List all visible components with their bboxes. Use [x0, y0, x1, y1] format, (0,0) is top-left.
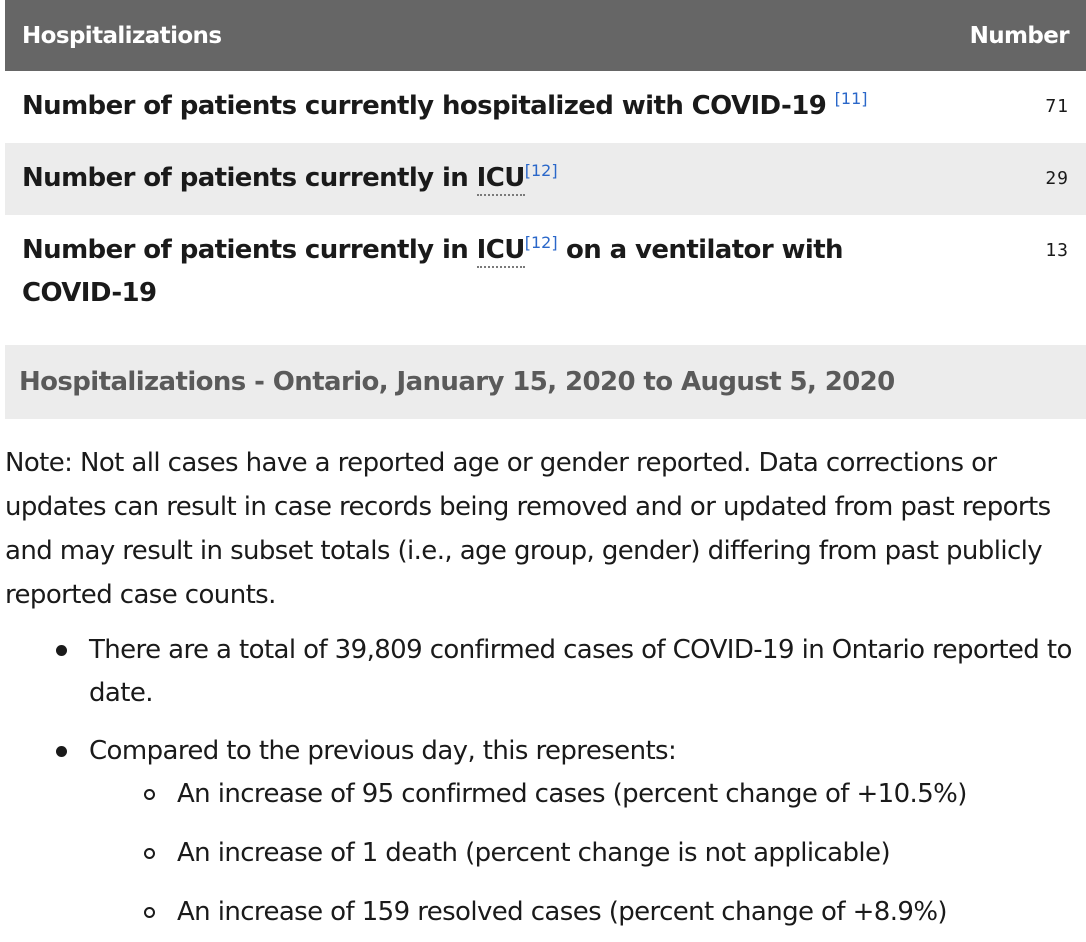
- header-number: Number: [969, 22, 1069, 49]
- row-label: [22, 85, 937, 128]
- data-note: Note: Not all cases have a reported age or gender reported. Data corrections or updates can result in case records being removed and or updated from past reports and may result in subset totals (i.e., age group, gender) differing from past publicly reported case counts.: [5, 448, 1051, 610]
- summary-list: [0, 629, 1086, 942]
- reference-link[interactable]: [11]: [834, 89, 868, 108]
- circle-bullet-icon: [144, 848, 155, 859]
- sub-list-item-text: An increase of 95 confirmed cases (percent change of +10.5%): [177, 779, 967, 809]
- row-label-text: on a ventilator with COVID-19: [22, 235, 843, 308]
- reference-link[interactable]: [12]: [524, 233, 558, 252]
- bullet-icon: [56, 746, 67, 757]
- row-value: 13: [1045, 240, 1069, 261]
- table-caption: Hospitalizations - Ontario, January 15, 2020 to August 5, 2020: [5, 345, 1086, 419]
- table-row: [5, 215, 1086, 331]
- change-sublist: [89, 773, 1082, 934]
- row-label: [22, 157, 937, 200]
- header-hospitalizations: Hospitalizations: [22, 22, 222, 49]
- list-item: [0, 629, 1086, 715]
- sub-list-item-text: An increase of 1 death (percent change is not applicable): [177, 838, 890, 868]
- row-value: 29: [1045, 168, 1069, 189]
- sub-list-item-text: An increase of 159 resolved cases (percent change of +8.9%): [177, 897, 947, 927]
- icu-abbreviation[interactable]: ICU: [477, 163, 525, 196]
- row-label-text: Number of patients currently hospitalized with COVID-19: [22, 91, 835, 121]
- list-item-text: There are a total of 39,809 confirmed cases of COVID-19 in Ontario reported to date.: [89, 635, 1072, 708]
- list-item: [0, 730, 1086, 934]
- row-label: [22, 229, 937, 315]
- sub-list-item: [89, 773, 1082, 816]
- table-header: [5, 0, 1086, 71]
- circle-bullet-icon: [144, 789, 155, 800]
- sub-list-item: [89, 891, 1082, 934]
- table-row: [5, 143, 1086, 215]
- bullet-icon: [56, 645, 67, 656]
- list-item-text: Compared to the previous day, this represents:: [89, 736, 677, 766]
- circle-bullet-icon: [144, 907, 155, 918]
- row-label-text: Number of patients currently in: [22, 163, 477, 193]
- icu-abbreviation[interactable]: ICU: [477, 235, 525, 268]
- row-value: 71: [1045, 96, 1069, 117]
- reference-link[interactable]: [12]: [524, 161, 558, 180]
- hospitalizations-table: [5, 0, 1086, 419]
- table-row: [5, 71, 1086, 143]
- sub-list-item: [89, 832, 1082, 875]
- row-label-text: Number of patients currently in: [22, 235, 477, 265]
